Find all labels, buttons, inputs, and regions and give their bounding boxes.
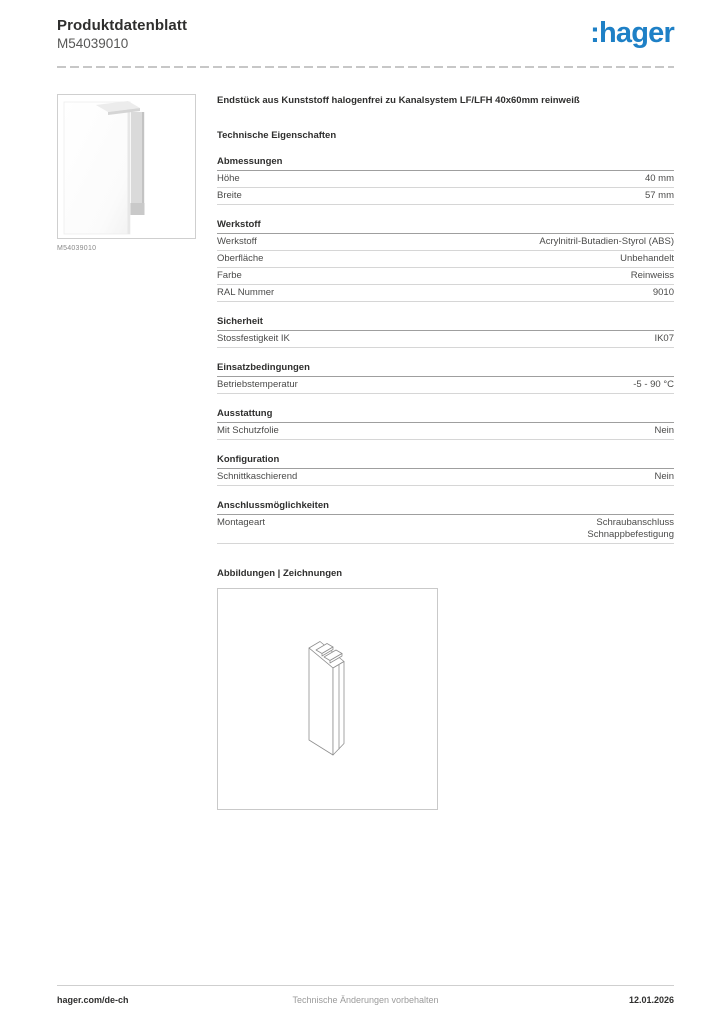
spec-section-title: Konfiguration [217,454,674,469]
footer-row [57,995,674,1006]
figures-heading: Abbildungen | Zeichnungen [217,567,343,579]
spec-row [217,515,674,544]
spec-label: Breite [217,190,242,201]
spec-row [217,331,674,348]
spec-label: Werkstoff [217,236,257,247]
spec-value: -5 - 90 °C [633,379,674,390]
spec-label: Oberfläche [217,253,264,264]
spec-section [217,454,674,486]
spec-row [217,423,674,440]
spec-value: Acrylnitril-Butadien-Styrol (ABS) [539,236,674,247]
spec-section-title: Einsatzbedingungen [217,362,674,377]
spec-section-title: Abmessungen [217,156,674,171]
spec-section [217,219,674,302]
spec-row [217,234,674,251]
spec-column [217,94,674,810]
footer-notice: Technische Änderungen vorbehalten [292,995,439,1005]
technical-heading: Technische Eigenschaften [217,130,337,141]
footer-date: 12.01.2026 [628,995,674,1005]
spec-label: Montageart [217,517,266,528]
spec-label: Stossfestigkeit IK [217,333,290,344]
page-header [0,0,724,52]
header-text-block [57,17,187,52]
spec-section [217,408,674,440]
spec-section [217,156,674,205]
spec-label: Farbe [217,270,242,281]
product-description: Endstück aus Kunststoff halogenfrei zu Kanalsystem LF/LFH 40x60mm reinweiß [217,95,580,106]
product-number: M54039010 [57,36,129,51]
spec-values [633,379,674,391]
photo-column [57,94,196,252]
spec-section [217,362,674,394]
spec-values [653,287,674,299]
spec-label: Schnittkaschierend [217,471,298,482]
spec-values [654,333,674,345]
main-content [0,68,724,810]
hager-logo: :hager [590,17,674,49]
spec-section-title: Werkstoff [217,219,674,234]
spec-row [217,469,674,486]
spec-value: 9010 [652,287,674,298]
spec-label: Höhe [217,173,240,184]
page-footer [57,985,674,1006]
spec-row [217,268,674,285]
spec-row [217,251,674,268]
spec-values [654,425,674,437]
spec-values [539,236,674,248]
spec-values [620,253,674,265]
spec-row [217,377,674,394]
spec-section [217,500,674,544]
spec-values [587,517,674,540]
spec-value: Nein [654,471,674,482]
spec-value: Reinweiss [630,270,674,281]
spec-label: Mit Schutzfolie [217,425,279,436]
spec-label: RAL Nummer [217,287,275,298]
spec-row [217,171,674,188]
product-drawing [217,588,438,810]
spec-value: Schraubanschluss [596,517,674,528]
spec-value: Unbehandelt [620,253,674,264]
spec-values [631,270,674,282]
spec-sections [217,156,674,544]
spec-value: IK07 [654,333,674,344]
spec-values [645,173,674,185]
spec-row [217,188,674,205]
spec-value: Schnappbefestigung [587,528,674,540]
spec-row [217,285,674,302]
footer-divider [57,985,674,986]
product-photo [57,94,196,239]
spec-section [217,316,674,348]
spec-section-title: Anschlussmöglichkeiten [217,500,674,515]
product-photo-image [58,95,195,238]
spec-label: Betriebstemperatur [217,379,298,390]
spec-section-title: Ausstattung [217,408,674,423]
spec-value: 40 mm [644,173,674,184]
spec-value: Nein [654,425,674,436]
footer-website-link[interactable]: hager.com/de-ch [57,995,129,1005]
spec-values [645,190,674,202]
product-photo-caption: M54039010 [57,245,97,252]
product-drawing-image [218,589,437,809]
spec-values [654,471,674,483]
spec-value: 57 mm [644,190,674,201]
spec-section-title: Sicherheit [217,316,674,331]
document-title: Produktdatenblatt [57,17,188,34]
